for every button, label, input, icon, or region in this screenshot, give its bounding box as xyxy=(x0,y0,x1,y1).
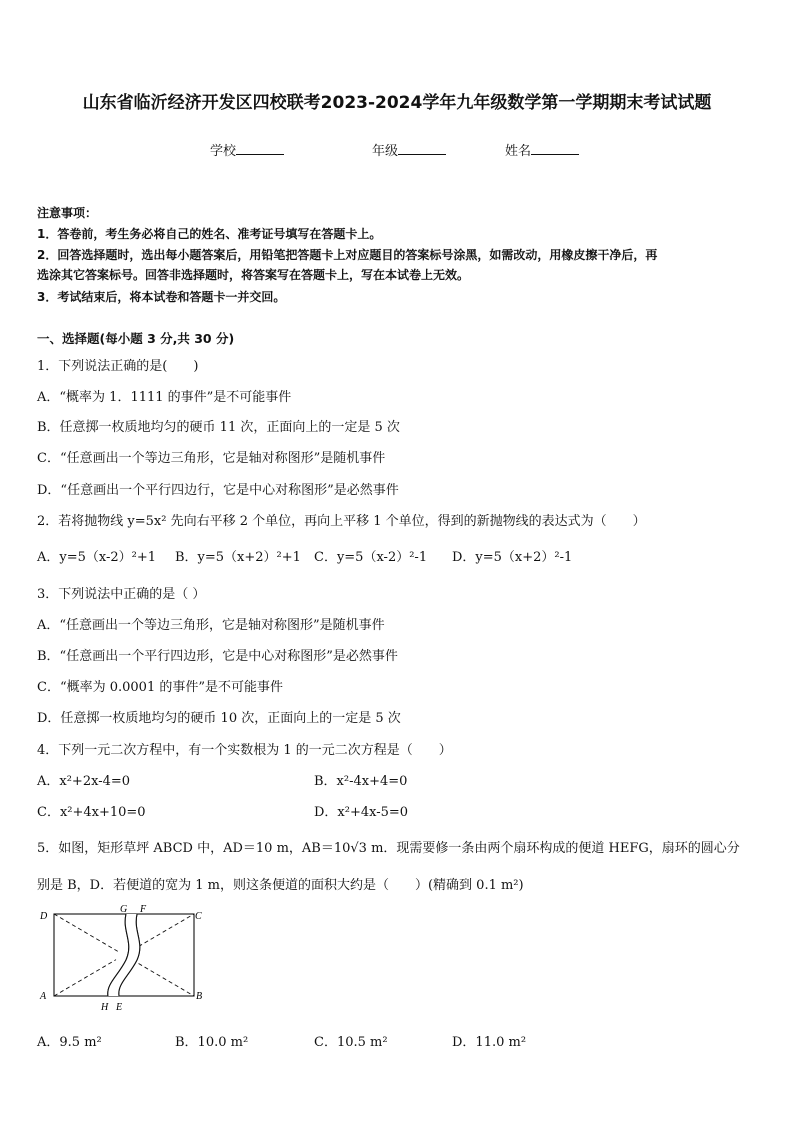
q3-option-b: B．“任意画出一个平行四边形，它是中心对称图形”是必然事件 xyxy=(37,649,398,664)
q2-option-c: C．y=5（x-2）²-1 xyxy=(314,550,428,565)
school-field: 学校 xyxy=(210,140,284,159)
exam-title: 山东省临沂经济开发区四校联考2023-2024学年九年级数学第一学期期末考试试题 xyxy=(82,93,712,113)
q1-option-a: A．“概率为 1．1111 的事件”是不可能事件 xyxy=(37,390,292,405)
section-heading: 一、选择题(每小题 3 分,共 30 分) xyxy=(37,331,235,346)
q2-option-b: B．y=5（x+2）²+1 xyxy=(175,550,301,565)
q5-option-d: D．11.0 m² xyxy=(452,1035,527,1050)
q2-option-a: A．y=5（x-2）²+1 xyxy=(37,550,157,565)
grade-field: 年级 xyxy=(372,140,446,159)
notice-item-2a: 2．回答选择题时，选出每小题答案后，用铅笔把答题卡上对应题目的答案标号涂黑，如需改动，用橡皮擦干净后，再 xyxy=(37,248,658,262)
q5-option-b: B．10.0 m² xyxy=(175,1035,249,1050)
q3-option-d: D．任意掷一枚质地均匀的硬币 10 次，正面向上的一定是 5 次 xyxy=(37,711,401,726)
label-a: A xyxy=(40,991,47,1002)
q2-stem: 2．若将抛物线 y=5x² 先向右平移 2 个单位，再向上平移 1 个单位，得到的新抛物线的表达式为（ ） xyxy=(37,514,646,529)
label-e: E xyxy=(116,1002,123,1013)
q5-figure xyxy=(34,902,214,1017)
q3-stem: 3．下列说法中正确的是（ ） xyxy=(37,587,206,602)
q4-option-c: C．x²+4x+10=0 xyxy=(37,805,146,820)
label-h: H xyxy=(101,1002,109,1013)
label-c: C xyxy=(195,911,202,922)
q3-option-a: A．“任意画出一个等边三角形，它是轴对称图形”是随机事件 xyxy=(37,618,385,633)
q1-option-b: B．任意掷一枚质地均匀的硬币 11 次，正面向上的一定是 5 次 xyxy=(37,420,400,435)
q4-option-b: B．x²-4x+4=0 xyxy=(314,774,408,789)
q1-option-d: D．“任意画出一个平行四边行，它是中心对称图形”是必然事件 xyxy=(37,483,399,498)
q4-option-a: A．x²+2x-4=0 xyxy=(37,774,131,789)
q1-stem: 1．下列说法正确的是( ) xyxy=(37,359,199,374)
label-f: F xyxy=(140,904,147,915)
q5-stem-line2: 别是 B，D．若便道的宽为 1 m，则这条便道的面积大约是（ ）(精确到 0.1 m²) xyxy=(37,878,524,893)
q4-option-d: D．x²+4x-5=0 xyxy=(314,805,409,820)
notice-item-1: 1．答卷前，考生务必将自己的姓名、准考证号填写在答题卡上。 xyxy=(37,227,382,241)
notice-item-2b: 选涂其它答案标号。回答非选择题时，将答案写在答题卡上，写在本试卷上无效。 xyxy=(37,268,470,282)
q2-option-d: D．y=5（x+2）²-1 xyxy=(452,550,573,565)
q1-option-c: C．“任意画出一个等边三角形，它是轴对称图形”是随机事件 xyxy=(37,451,386,466)
label-g: G xyxy=(120,904,128,915)
q5-option-c: C．10.5 m² xyxy=(314,1035,388,1050)
q3-option-c: C．“概率为 0.0001 的事件”是不可能事件 xyxy=(37,680,283,695)
notice-heading: 注意事项： xyxy=(37,206,98,220)
notice-item-3: 3．考试结束后，将本试卷和答题卡一并交回。 xyxy=(37,290,286,304)
q5-option-a: A．9.5 m² xyxy=(37,1035,102,1050)
name-field: 姓名 xyxy=(505,140,579,159)
label-b: B xyxy=(196,991,203,1002)
label-d: D xyxy=(40,911,48,922)
q5-stem-line1: 5．如图，矩形草坪 ABCD 中，AD＝10 m，AB＝10√3 m．现需要修一条由两个扇环构成的便道 HEFG，扇环的圆心分 xyxy=(37,841,740,856)
q4-stem: 4．下列一元二次方程中，有一个实数根为 1 的一元二次方程是（ ） xyxy=(37,743,452,758)
